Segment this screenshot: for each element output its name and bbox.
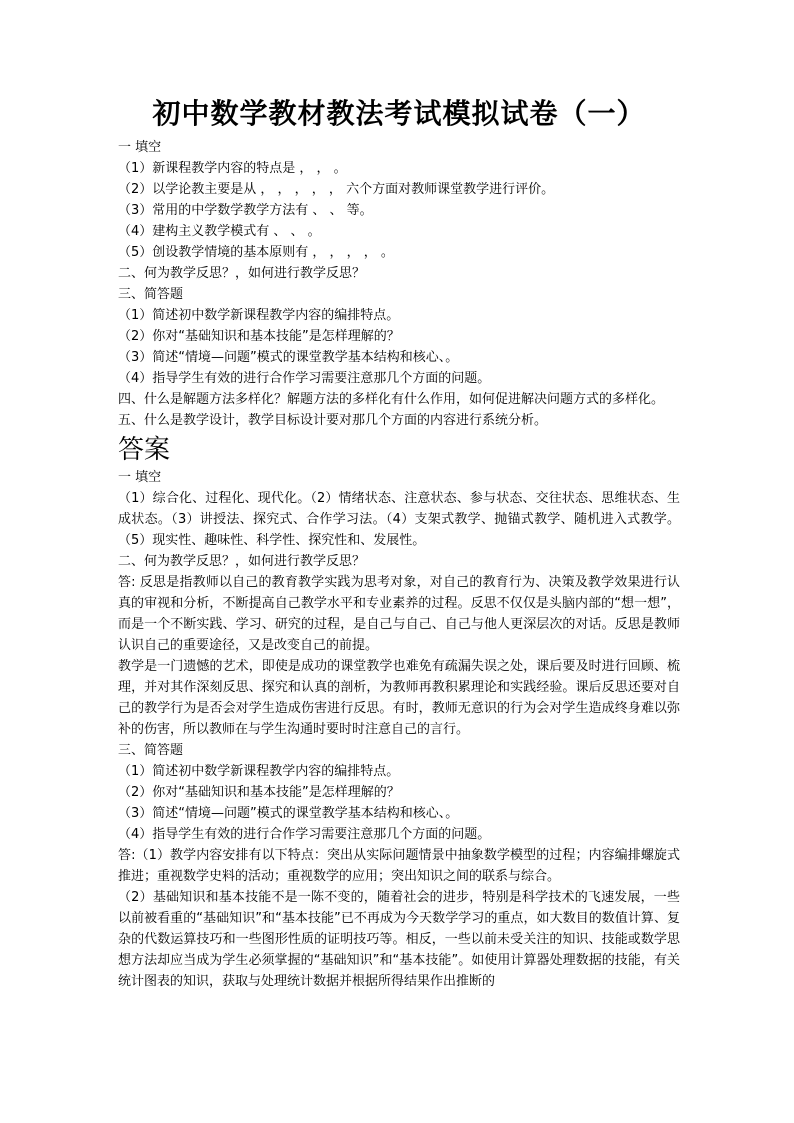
section-fill-heading: 一 填空	[118, 140, 162, 155]
answer-short-question-1: （1）简述初中数学新课程教学内容的编排特点。	[118, 764, 400, 779]
section-short-answer-heading: 三、简答题	[118, 287, 184, 302]
section-reflection-heading: 二、何为教学反思？，如何进行教学反思？	[118, 266, 366, 281]
section-five-question: 五、什么是教学设计，教学目标设计要对那几个方面的内容进行系统分析。	[118, 413, 548, 428]
section-four-question: 四、什么是解题方法多样化？解题方法的多样化有什么作用，如何促进解决问题方式的多样化。	[118, 392, 665, 407]
answer-short-question-3: （3）简述“情境—问题”模式的课堂教学基本结构和核心、。	[118, 806, 459, 821]
fill-question-2: （2）以学论教主要是从 ， ， ， ， ， 六个方面对教师课堂教学进行评价。	[118, 182, 555, 197]
answer-short-answer-heading: 三、简答题	[118, 743, 184, 758]
answer-fill-heading: 一 填空	[118, 470, 162, 485]
short-question-3: （3）简述“情境—问题”模式的课堂教学基本结构和核心、。	[118, 350, 459, 365]
short-question-2: （2）你对“基础知识和基本技能”是怎样理解的？	[118, 329, 400, 344]
answer-text-1: 答:（1）教学内容安排有以下特点：突出从实际问题情景中抽象数学模型的过程；内容编排螺旋式推进；重视数学史料的活动；重视数学的应用；突出知识之间的联系与综合。	[118, 848, 680, 884]
answer-fill-text: （1）综合化、过程化、现代化。（2）情绪状态、注意状态、参与状态、交往状态、思维状态、生成状态。（3）讲授法、探究式、合作学习法。（4）支架式教学、抛锚式教学、随机进入式教学。（5）现实性、趣味性、科学性、探究性和、发展性。	[118, 491, 680, 548]
answer-reflection-paragraph-2: 教学是一门遗憾的艺术，即使是成功的课堂教学也难免有疏漏失误之处，课后要及时进行回顾、梳理，并对其作深刻反思、探究和认真的剖析，为教师再教积累理论和实践经验。课后反思还要对自己的教学行为是否会对学生造成伤害进行反思。有时，教师无意识的行为会对学生造成终身难以弥补的伤害，所以教师在与学生沟通时要时时注意自己的言行。	[118, 659, 680, 737]
fill-question-1: （1）新课程教学内容的特点是 ， ， 。	[118, 161, 347, 176]
short-question-1: （1）简述初中数学新课程教学内容的编排特点。	[118, 308, 400, 323]
answer-short-question-4: （4）指导学生有效的进行合作学习需要注意那几个方面的问题。	[118, 827, 491, 842]
fill-question-5: （5）创设教学情境的基本原则有 ， ， ， ， 。	[118, 245, 394, 260]
fill-question-4: （4）建构主义教学模式有 、 、 。	[118, 224, 321, 239]
answer-text-2: （2）基础知识和基本技能不是一陈不变的，随着社会的进步，特别是科学技术的飞速发展，一些以前被看重的“基础知识”和“基本技能”已不再成为今天数学学习的重点，如大数目的数值计算、复杂的代数运算技巧和一些图形性质的证明技巧等。相反，一些以前未受关注的知识、技能或数学思想方法却应当成为学生必须掌握的“基础知识”和“基本技能”。如使用计算器处理数据的技能，有关统计图表的知识，获取与处理统计数据并根据所得结果作出推断的	[118, 890, 680, 989]
exam-title: 初中数学教材教法考试模拟试卷（一）	[152, 97, 646, 130]
answer-reflection-heading: 二、何为教学反思？，如何进行教学反思？	[118, 554, 366, 569]
short-question-4: （4）指导学生有效的进行合作学习需要注意那几个方面的问题。	[118, 371, 491, 386]
answer-short-question-2: （2）你对“基础知识和基本技能”是怎样理解的？	[118, 785, 400, 800]
answers-heading: 答案	[118, 435, 171, 465]
fill-question-3: （3）常用的中学数学教学方法有 、 、 等。	[118, 203, 373, 218]
answer-reflection-paragraph-1: 答: 反思是指教师以自己的教育教学实践为思考对象，对自己的教育行为、决策及教学效果进行认真的审视和分析，不断提高自己教学水平和专业素养的过程。反思不仅仅是头脑内部的“想一想”，而是一个不断实践、学习、研究的过程，是自己与自己、自己与他人更深层次的对话。反思是教师认识自己的重要途径，又是改变自己的前提。	[118, 575, 680, 653]
